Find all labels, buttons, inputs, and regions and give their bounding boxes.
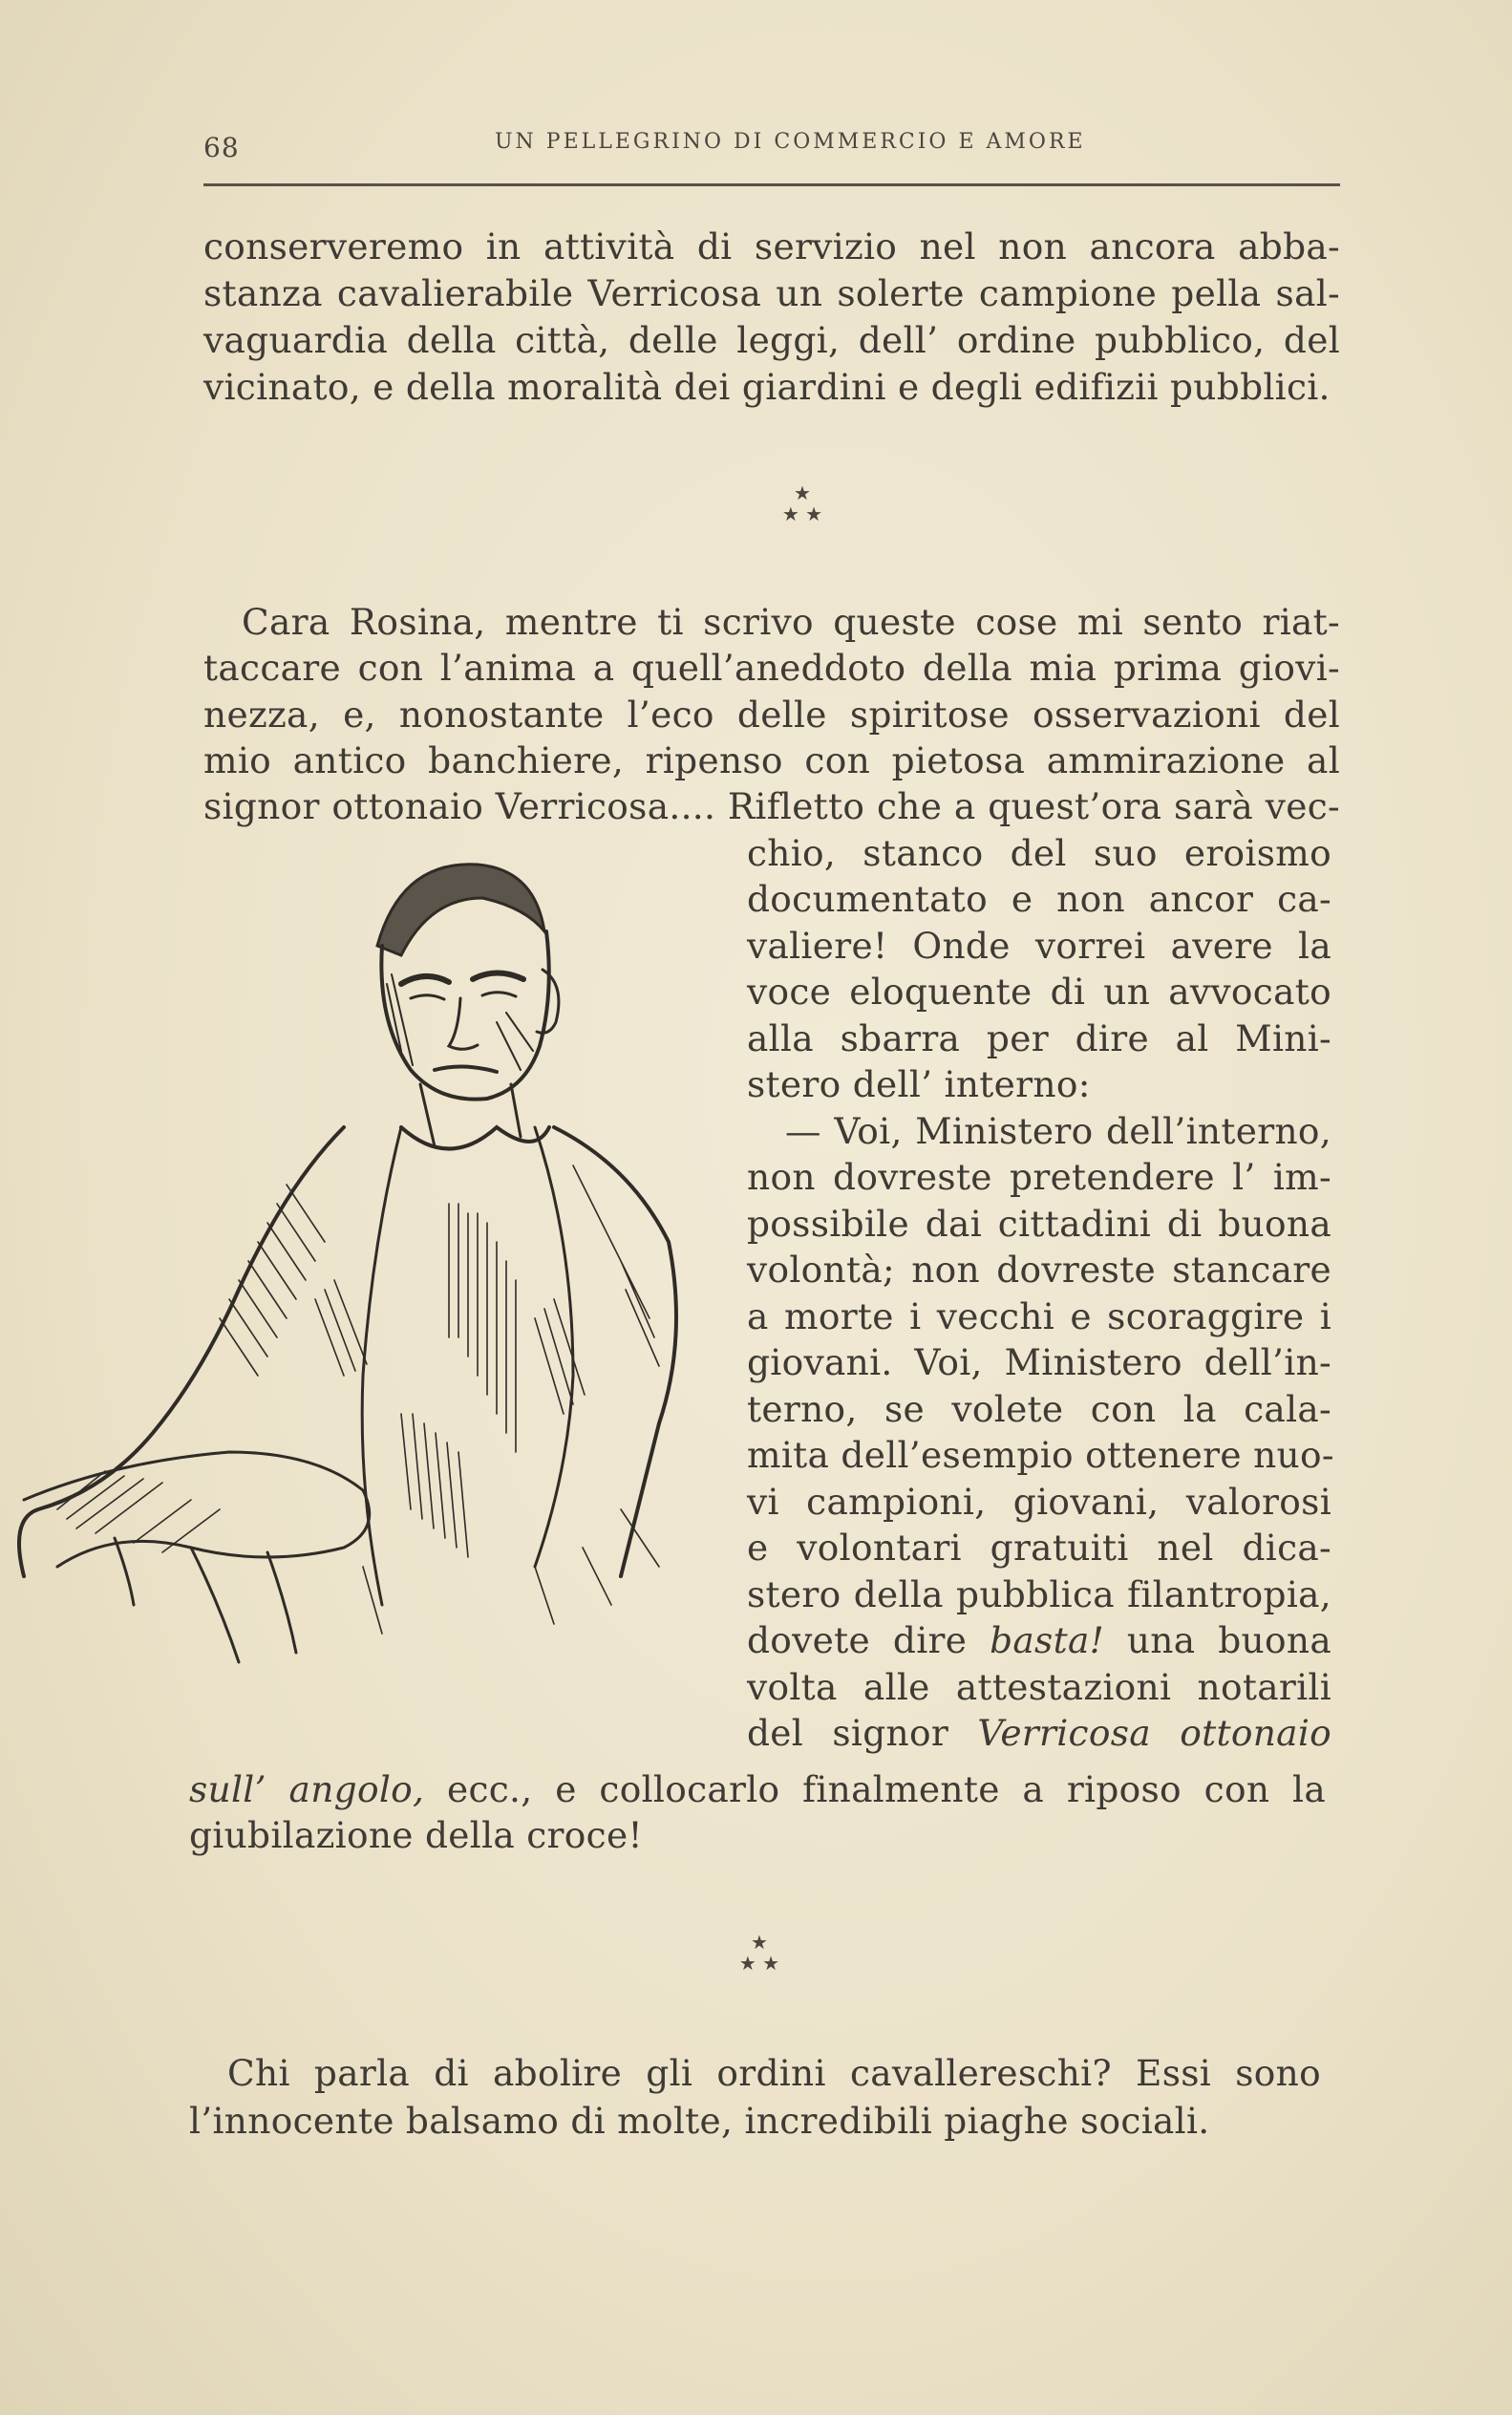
portrait-arm <box>24 1452 370 1567</box>
portrait-hatching <box>57 1165 659 1634</box>
text-line: mio antico banchiere, ripenso con pietosa ammirazione al <box>203 739 1340 781</box>
portrait-hair <box>377 865 544 955</box>
text-line: possibile dai cittadini di buona <box>747 1203 1331 1245</box>
text-span-italic: Verricosa ottonaio <box>977 1712 1331 1754</box>
text-span: ecc., e collocarlo finalmente a riposo con la <box>424 1768 1326 1810</box>
text-line: stero della pubblica filantropia, <box>747 1573 1331 1615</box>
text-line: documentato e non ancor ca- <box>747 878 1331 920</box>
text-line: terno, se volete con la cala- <box>747 1388 1331 1430</box>
text-line: mita dell’esempio ottenere nuo- <box>747 1434 1334 1476</box>
text-line <box>747 1617 1331 1663</box>
text-line: alla sbarra per dire al Mini- <box>747 1017 1331 1059</box>
text-span: dovete dire <box>747 1619 990 1661</box>
text-line: stero dell’ interno: <box>747 1063 1091 1105</box>
text-line: voce eloquente di un avvocato <box>747 971 1331 1013</box>
asterism-separator <box>731 1932 788 1974</box>
text-span-italic: sull’ angolo, <box>189 1768 425 1810</box>
text-line: giubilazione della croce! <box>189 1814 643 1856</box>
text-line: chio, stanco del suo eroismo <box>747 832 1331 874</box>
text-line <box>747 1710 1331 1756</box>
portrait-shading <box>387 974 533 1070</box>
text-line: valiere! Onde vorrei avere la <box>747 925 1331 967</box>
separator-star-bottom: ★ ★ <box>781 502 823 525</box>
separator-star-top: ★ <box>794 481 811 504</box>
separator-star-top: ★ <box>751 1931 768 1954</box>
engraving-illustration <box>0 841 726 1720</box>
text-line: conserveremo in attività di servizio nel non ancora abba- <box>203 225 1340 267</box>
text-span-italic: basta! <box>990 1619 1104 1661</box>
text-line: nezza, e, nonostante l’eco delle spiritose osservazioni del <box>203 694 1340 736</box>
text-span: una buona <box>1103 1619 1331 1661</box>
portrait-head <box>381 931 548 1100</box>
text-line: volontà; non dovreste stancare <box>747 1249 1331 1291</box>
text-line: a morte i vecchi e scoraggire i <box>747 1295 1331 1337</box>
running-title: UN PELLEGRINO DI COMMERCIO E AMORE <box>495 130 1086 154</box>
text-line: signor ottonaio Verricosa.... Rifletto che a quest’ora sarà vec- <box>203 785 1340 827</box>
text-line: giovani. Voi, Ministero dell’in- <box>747 1341 1331 1383</box>
header-rule <box>203 183 1340 186</box>
portrait-collar <box>401 1127 549 1149</box>
separator-star-bottom: ★ ★ <box>738 1952 780 1975</box>
text-line: vi campioni, giovani, valorosi <box>747 1481 1331 1523</box>
text-line: Cara Rosina, mentre ti scrivo queste cose mi sento riat- <box>242 601 1340 643</box>
text-line <box>189 1766 1326 1812</box>
text-line: e volontari gratuiti nel dica- <box>747 1527 1331 1569</box>
page-number: 68 <box>203 132 240 163</box>
text-line: vicinato, e della moralità dei giardini e degli edifizii pubblici. <box>203 366 1331 408</box>
text-line: — Voi, Ministero dell’interno, <box>785 1110 1331 1152</box>
text-line: Chi parla di abolire gli ordini cavallereschi? Essi sono <box>227 2052 1321 2094</box>
text-line: l’innocente balsamo di molte, incredibili piaghe sociali. <box>189 2100 1210 2142</box>
text-line: volta alle attestazioni notarili <box>747 1666 1331 1708</box>
text-line: non dovreste pretendere l’ im- <box>747 1156 1331 1198</box>
text-span: del signor <box>747 1712 978 1754</box>
asterism-separator <box>774 482 831 524</box>
text-line: taccare con l’anima a quell’aneddoto della mia prima giovi- <box>203 647 1340 689</box>
text-line: stanza cavalierabile Verricosa un solerte campione pella sal- <box>203 272 1340 314</box>
text-line: vaguardia della città, delle leggi, dell’ ordine pubblico, del <box>203 319 1340 361</box>
